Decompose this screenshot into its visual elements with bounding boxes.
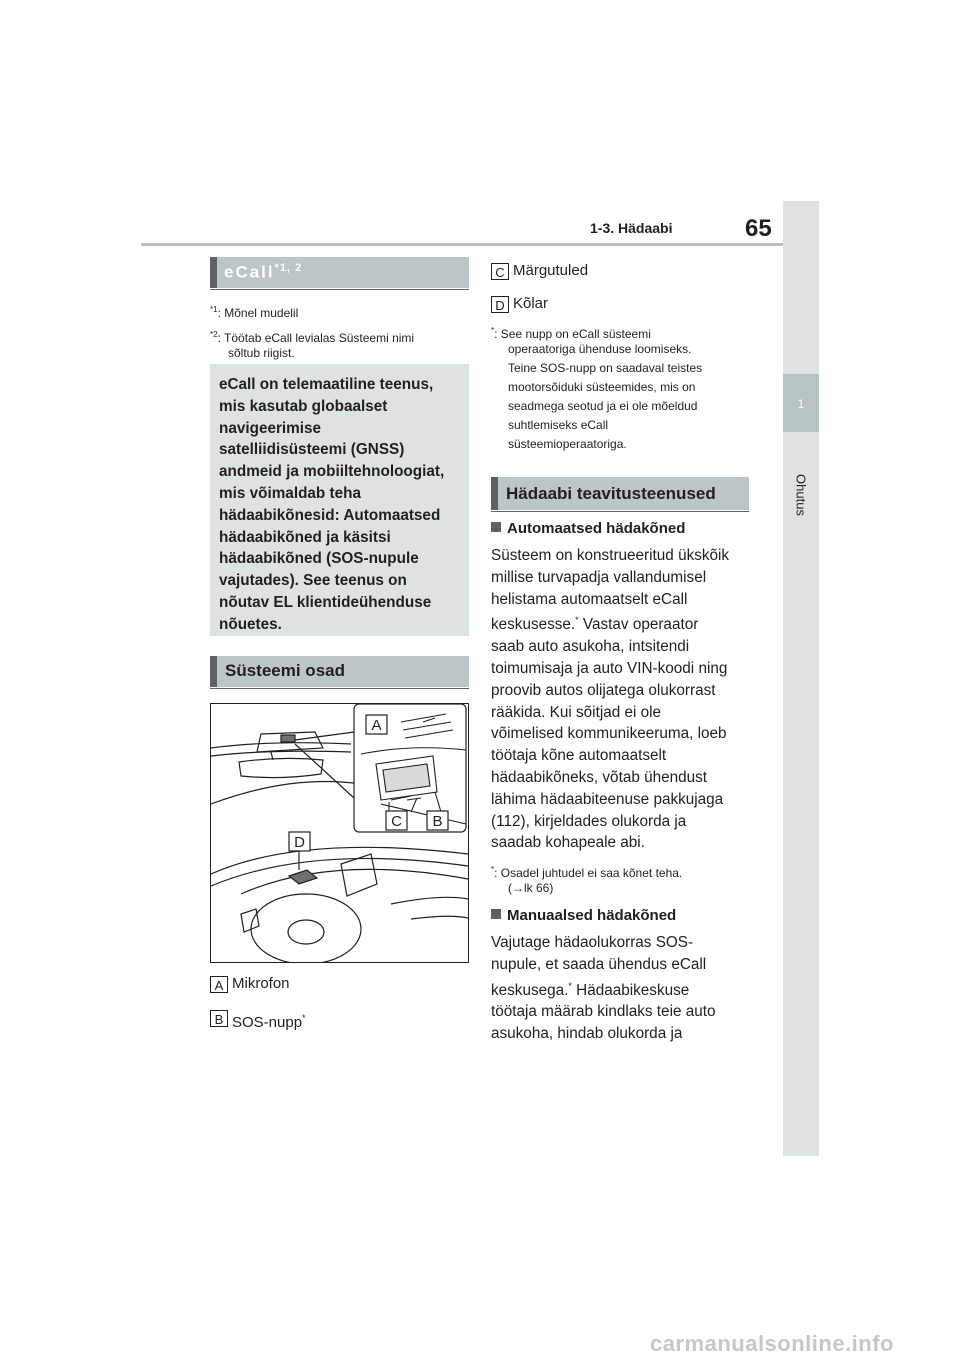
- part-d-badge: D: [491, 296, 509, 313]
- label-b: B: [432, 813, 443, 830]
- watermark: carmanualsonline.info: [650, 1331, 894, 1356]
- part-c-badge: C: [491, 263, 509, 280]
- part-a-label: Mikrofon: [232, 975, 290, 992]
- info-box-text: eCall on telemaatiline teenus, mis kasutab globaalset navigeerimise satelliidisüsteemi (GNSS) andmeid ja mobiiltehnoloogiat, mis võimaldab teha hädaabikõnesid: Automaatsed hädaabikõned ja käsitsi hädaabikõned (SOS-nupule vajutades). See teenus on nõutav EL klientideühenduse nõuetes.: [219, 376, 445, 633]
- footnote-2: $^{*2}$: Töötab eCall levialas Süsteemi nimi: [210, 330, 415, 345]
- part-a-badge: A: [210, 976, 228, 993]
- label-c: C: [391, 813, 402, 830]
- parts-heading: [210, 656, 469, 687]
- header-rule: [141, 243, 783, 246]
- chapter-number: 1: [797, 397, 805, 411]
- part-c-label: Märgutuled: [513, 262, 589, 279]
- chapter-title-tab[interactable]: [779, 465, 823, 525]
- ecall-heading-text: eCall: [224, 262, 275, 282]
- footnote-2-cont: sõltub riigist.: [228, 346, 295, 360]
- section-title: 1-3. Hädaabi: [590, 220, 673, 236]
- label-a: A: [371, 717, 382, 734]
- chapter-title: Ohutus: [793, 474, 809, 516]
- system-parts-illustration: [210, 703, 469, 963]
- manual-calls-text: Vajutage hädaolukorras SOS- nupule, et saada ühendus eCall keskusega.* Hädaabikeskuse töötaja määrab kindlaks teie auto asukoha, hindab olukorda ja: [491, 934, 716, 1043]
- chapter-number-tab[interactable]: [783, 374, 819, 432]
- part-b-label: SOS-nupp: [232, 1014, 303, 1031]
- page-number: 65: [745, 215, 772, 242]
- auto-calls-subheading: Automaatsed hädakõned: [491, 520, 685, 537]
- footnote-1: $^{*1}$: Mõnel mudelil: [210, 305, 299, 320]
- part-b-badge: B: [210, 1010, 228, 1027]
- ecall-heading-sup: *1, 2: [274, 262, 303, 274]
- notification-heading-text: Hädaabi teavitusteenused: [506, 484, 716, 503]
- car-interior-drawing: [211, 704, 468, 962]
- sos-footnote-cont: operaatoriga ühenduse loomiseks. Teine SOS-nupp on saadaval teistes mootorsõiduki süsteemides, mis on seadmega seotud ja ei ole mõeldud suhtlemiseks eCall süsteemioperaatoriga.: [508, 342, 703, 451]
- auto-calls-footnote: *: Osadel juhtudel ei saa kõnet teha.: [491, 865, 683, 880]
- square-bullet-icon: [491, 909, 501, 919]
- sos-footnote: *: See nupp on eCall süsteemi: [491, 326, 651, 341]
- square-bullet-icon: [491, 522, 501, 532]
- info-box: [210, 364, 469, 636]
- parts-heading-text: Süsteemi osad: [225, 661, 345, 680]
- ecall-heading: [210, 257, 469, 288]
- page-reference-link[interactable]: (→lk 66): [508, 881, 554, 895]
- chapter-sidebar: [783, 201, 819, 1156]
- notification-heading: [491, 477, 749, 510]
- auto-calls-text: Süsteem on konstrueeritud ükskõik millise turvapadja vallandumisel helistama automaatselt eCall keskusesse.* Vastav operaator saab auto asukoha, intsitendi toimumisaja ja auto VIN-koodi ning proovib autos olijatega olukorrast rääkida. Kui sõitjad ei ole võimelised kommunikeeruma, loeb töötaja kõne automaatselt hädaabikõneks, võtab ühendust lähima hädaabiteenuse pakkujaga (112), kirjeldades olukorda ja saadab kohapeale abi.: [491, 547, 730, 852]
- label-d: D: [294, 834, 305, 851]
- manual-calls-subheading: Manuaalsed hädakõned: [491, 907, 676, 924]
- part-d-label: Kõlar: [513, 295, 549, 312]
